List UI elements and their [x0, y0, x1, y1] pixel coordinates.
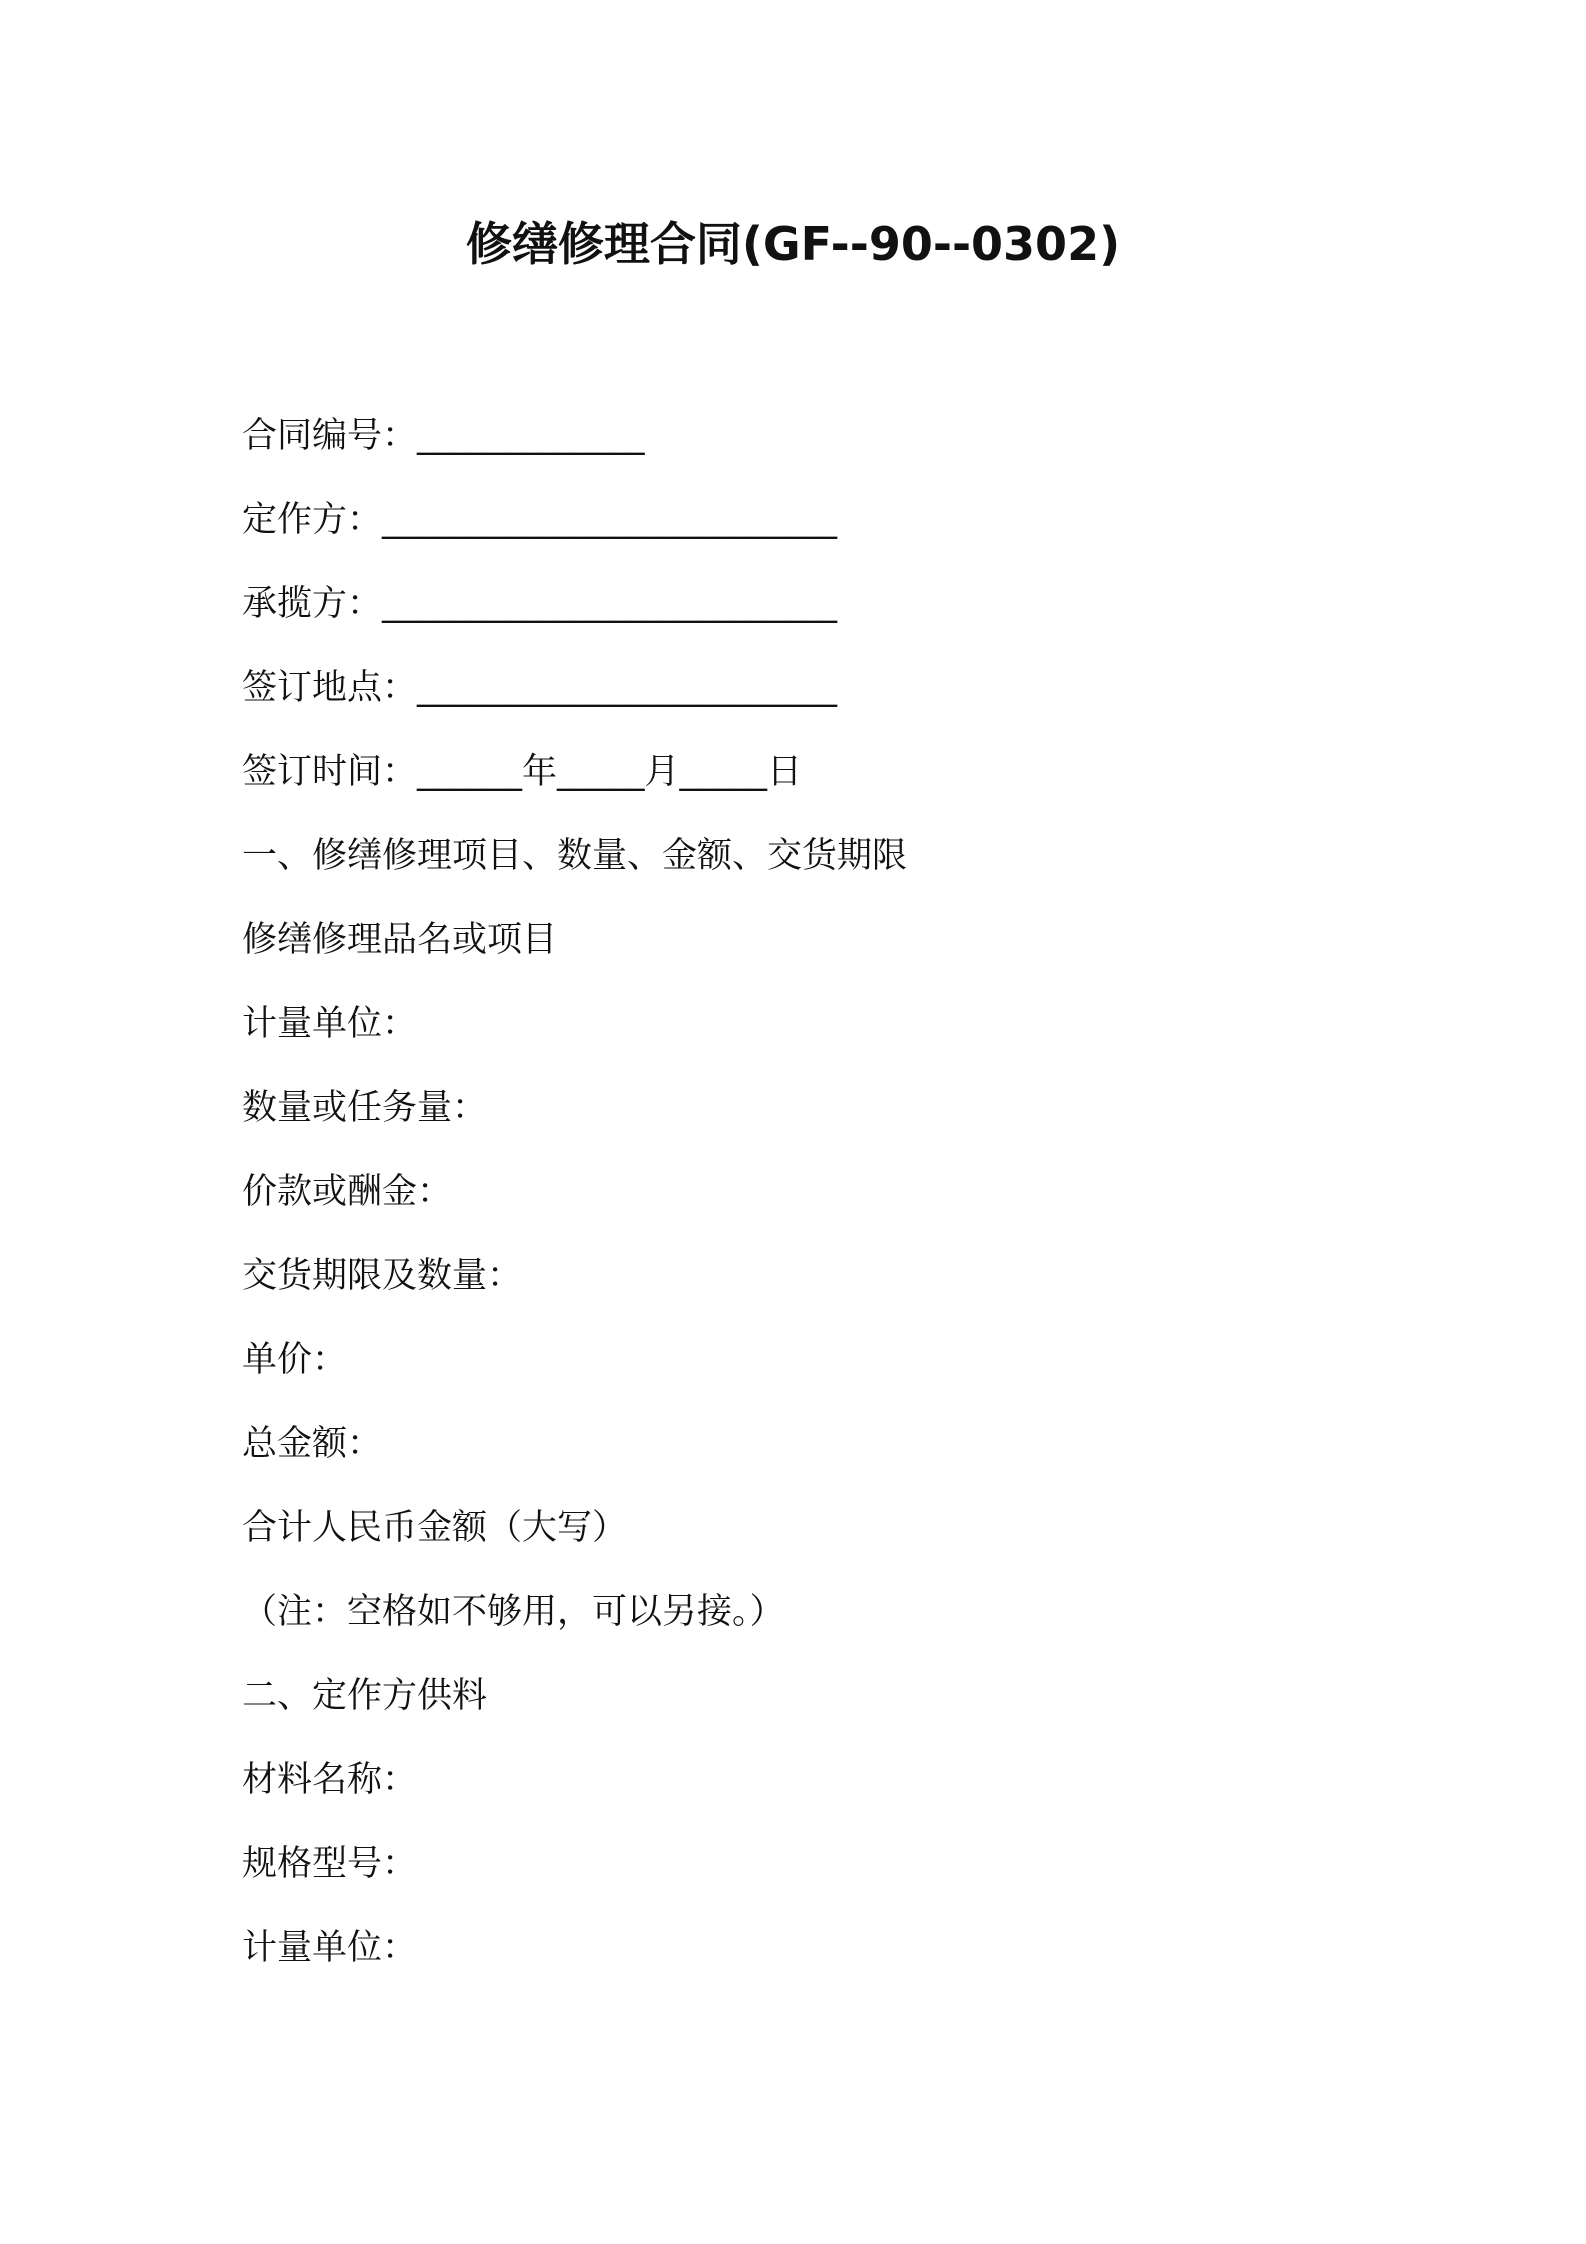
contractor-line: 承揽方：__________________________	[242, 584, 838, 624]
unit-price-line: 单价：	[242, 1340, 348, 1380]
orderer-line: 定作方：__________________________	[242, 500, 838, 540]
price-or-fee-line: 价款或酬金：	[242, 1172, 453, 1212]
material-name-line: 材料名称：	[242, 1760, 418, 1800]
section-1-heading: 一、修缮修理项目、数量、金额、交货期限	[242, 836, 908, 876]
total-amount-line: 总金额：	[242, 1424, 383, 1464]
material-unit-line: 计量单位：	[242, 1928, 418, 1968]
delivery-deadline-line: 交货期限及数量：	[242, 1256, 523, 1296]
document-title: 修缮修理合同(GF--90--0302)	[465, 217, 1121, 271]
signing-place-line: 签订地点：________________________	[242, 668, 838, 708]
document-body	[242, 408, 1392, 2004]
unit-of-measure-line: 计量单位：	[242, 1004, 418, 1044]
signing-date-line: 签订时间：______年_____月_____日	[242, 752, 803, 792]
contract-number-line: 合同编号：_____________	[242, 416, 645, 456]
section-2-heading: 二、定作方供料	[242, 1676, 488, 1716]
note-line: （注：空格如不够用，可以另接。）	[242, 1592, 785, 1632]
specification-line: 规格型号：	[242, 1844, 418, 1884]
quantity-line: 数量或任务量：	[242, 1088, 488, 1128]
total-rmb-line: 合计人民币金额（大写）	[242, 1508, 628, 1548]
item-name-line: 修缮修理品名或项目	[242, 920, 558, 960]
